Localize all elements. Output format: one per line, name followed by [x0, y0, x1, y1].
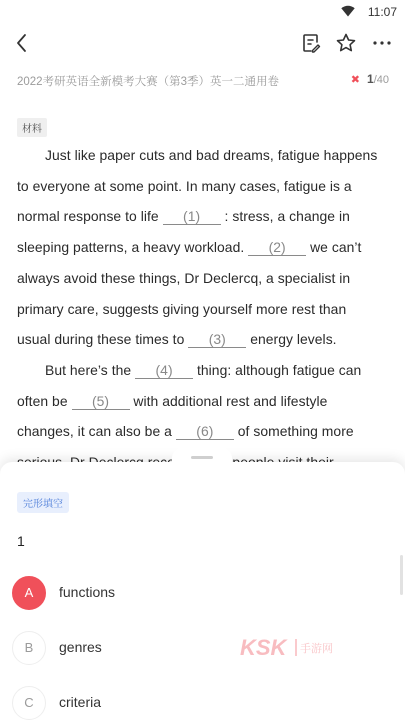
watermark-sub: 手游网: [300, 642, 333, 655]
material-tag: 材料: [17, 118, 47, 137]
passage-line: primary care, suggests giving yourself more rest than: [17, 300, 347, 317]
question-progress[interactable]: [351, 72, 389, 86]
progress-current: 1: [367, 72, 374, 86]
exam-title: 2022考研英语全新模考大赛（第3季）英一二通用卷: [17, 76, 279, 88]
status-bar: [0, 0, 405, 24]
passage-line: often be (5) with additional rest and lifestyle: [17, 392, 328, 409]
sheet-scrollbar[interactable]: [400, 555, 403, 595]
option-text: functions: [59, 584, 116, 600]
chevron-left-icon[interactable]: [12, 32, 34, 54]
passage-line: normal response to life (1) : stress, a change in: [17, 208, 350, 225]
blank-6[interactable]: (6): [176, 423, 234, 440]
wifi-icon: [341, 5, 355, 17]
option-letter: C: [12, 686, 46, 720]
blank-3[interactable]: (3): [188, 331, 246, 348]
ksk-watermark-logo: [240, 633, 352, 661]
question-type-tag: 完形填空: [17, 492, 69, 513]
status-time: 11:07: [367, 5, 397, 19]
note-edit-icon[interactable]: [300, 32, 322, 54]
option-text: genres: [59, 639, 102, 655]
passage-line: changes, it can also be a (6) of something more: [17, 423, 354, 440]
drag-handle-bar: [191, 456, 213, 459]
wrong-mark-icon: ✖: [350, 74, 361, 86]
sheet-drag-handle[interactable]: [172, 448, 232, 474]
blank-4[interactable]: (4): [135, 362, 193, 379]
more-dots-icon[interactable]: [371, 32, 393, 54]
option-letter: A: [12, 576, 46, 610]
passage-line: But here’s the (4) thing: although fatigue can: [45, 361, 362, 378]
watermark-brand: KSK: [240, 635, 287, 660]
question-number: 1: [17, 533, 25, 549]
passage-line: to everyone at some point. In many cases, fatigue is a: [17, 177, 352, 194]
blank-2[interactable]: (2): [248, 239, 306, 256]
blank-5[interactable]: (5): [72, 393, 130, 410]
passage-line: Just like paper cuts and bad dreams, fatigue happens: [45, 147, 378, 163]
top-toolbar: [0, 26, 405, 60]
blank-1[interactable]: (1): [163, 208, 221, 225]
answer-sheet: [0, 462, 405, 720]
passage-line: always avoid these things, Dr Declercq, a specialist in: [17, 269, 351, 286]
option-c[interactable]: [12, 686, 372, 720]
reading-passage: [17, 140, 393, 478]
option-text: criteria: [59, 694, 102, 710]
progress-total: /40: [373, 74, 389, 86]
passage-line: usual during these times to (3) energy levels.: [17, 331, 337, 348]
option-letter: B: [12, 631, 46, 665]
passage-line: sleeping patterns, a heavy workload. (2) we can’t: [17, 239, 362, 256]
star-icon[interactable]: [335, 32, 357, 54]
option-a[interactable]: [12, 576, 372, 612]
